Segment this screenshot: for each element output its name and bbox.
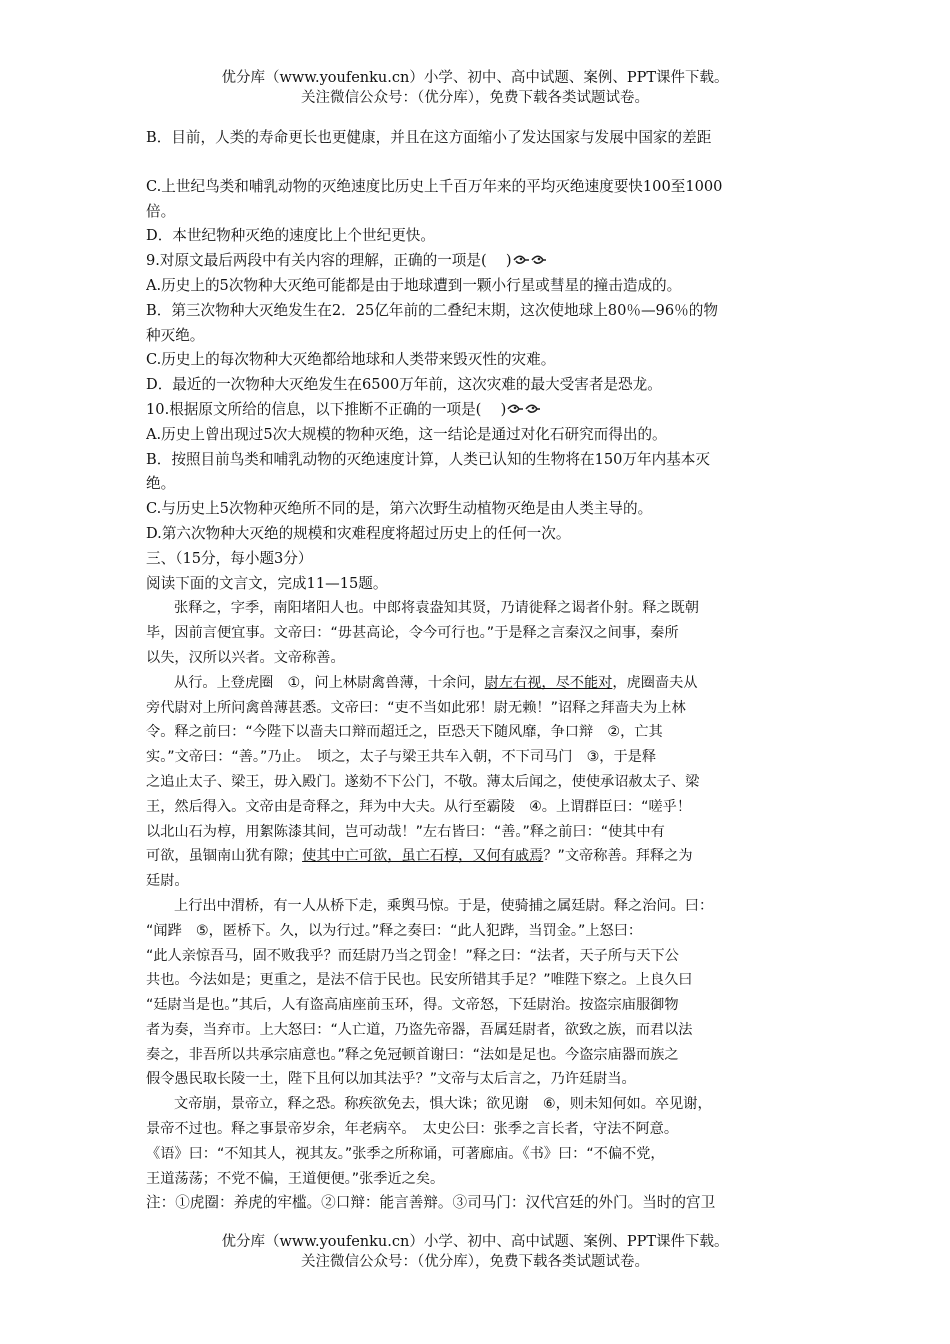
blank-line bbox=[146, 151, 814, 175]
q9-option-b-line-2: 种灭绝。 bbox=[146, 326, 205, 344]
q9-option-b-line-1: B．第三次物种大灭绝发生在2．25亿年前的二叠纪末期，这次使地球上80％—96％的物 bbox=[146, 301, 718, 319]
footer-line-1: 优分库（www.youfenku.cn）小学、初中、高中试题、案例、PPT课件下载。 bbox=[221, 1234, 729, 1250]
decorative-ornament-icon bbox=[506, 403, 542, 415]
q9-option-d: D．最近的一次物种大灭绝发生在6500万年前，这次灾难的最大受害者是恐龙。 bbox=[146, 376, 662, 394]
section-3-instruction: 阅读下面的文言文，完成11—15题。 bbox=[146, 574, 388, 592]
passage-text: ？”文帝称善。拜释之为 bbox=[543, 848, 693, 865]
annotation-notes: 注：①虎圈：养虎的牢槛。②口辩：能言善辩。③司马门：汉代宫廷的外门。当时的宫卫 bbox=[146, 1194, 716, 1212]
passage-line bbox=[146, 844, 814, 869]
footer-line-2: 关注微信公众号：（优分库），免费下载各类试题试卷。 bbox=[301, 1254, 649, 1270]
q10-option-a: A.历史上曾出现过5次大规模的物种灭绝，这一结论是通过对化石研究而得出的。 bbox=[146, 425, 667, 443]
passage-line: 奏之，非吾所以共承宗庙意也。”释之免冠顿首谢曰：“法如是足也。今盗宗庙器而族之 bbox=[146, 1046, 679, 1063]
q8-option-d: D．本世纪物种灭绝的速度比上个世纪更快。 bbox=[146, 227, 435, 245]
passage-line: 上行出中渭桥，有一人从桥下走，乘舆马惊。于是，使骑捕之属廷尉。释之治问。曰： bbox=[174, 897, 714, 914]
underlined-sentence: 尉左右视，尽不能对 bbox=[484, 674, 613, 691]
passage-line bbox=[146, 671, 814, 696]
passage-line: 旁代尉对上所问禽兽薄甚悉。文帝曰：“吏不当如此邪！尉无赖！”诏释之拜啬夫为上林 bbox=[146, 699, 686, 716]
q9-option-a: A.历史上的5次物种大灭绝可能都是由于地球遭到一颗小行星或彗星的撞击造成的。 bbox=[146, 276, 682, 294]
passage-line: 景帝不过也。释之事景帝岁余，年老病卒。 太史公曰：张季之言长者，守法不阿意。 bbox=[146, 1121, 679, 1138]
header-line-2: 关注微信公众号：（优分库），免费下载各类试题试卷。 bbox=[301, 90, 649, 106]
header-line-1: 优分库（www.youfenku.cn）小学、初中、高中试题、案例、PPT课件下载。 bbox=[221, 70, 729, 86]
page-header bbox=[0, 68, 950, 108]
section-3-title: 三、（15分，每小题3分） bbox=[146, 549, 313, 567]
passage-line: “此人亲惊吾马，固不败我乎？而廷尉乃当之罚金！”释之曰：“法者，天子所与天下公 bbox=[146, 947, 679, 964]
passage-line: 实。”文帝曰：“善。”乃止。 顷之，太子与梁王共车入朝，不下司马门 ③，于是释 bbox=[146, 749, 657, 766]
underlined-sentence: 使其中亡可欲，虽亡石椁，又何有戚焉 bbox=[302, 848, 544, 865]
page-footer bbox=[0, 1232, 950, 1272]
passage-line: 之追止太子、梁王，毋入殿门。遂劾不下公门，不敬。薄太后闻之，使使承诏赦太子、梁 bbox=[146, 773, 700, 790]
q10-stem: 10.根据原文所给的信息，以下推断不正确的一项是( ) bbox=[146, 400, 507, 418]
passage-line: 假令愚民取长陵一土，陛下且何以加其法乎？”文帝与太后言之，乃许廷尉当。 bbox=[146, 1071, 636, 1088]
document-body bbox=[146, 126, 814, 1216]
decorative-ornament-icon bbox=[512, 254, 548, 266]
q9-stem: 9.对原文最后两段中有关内容的理解，正确的一项是( ) bbox=[146, 252, 512, 270]
q8-option-b: B．目前，人类的寿命更长也更健康，并且在这方面缩小了发达国家与发展中国家的差距 bbox=[146, 129, 712, 146]
passage-line: 廷尉。 bbox=[146, 873, 189, 890]
passage-line: 《语》曰：“不知其人，视其友。”张季之所称诵，可著廊庙。《书》曰：“不偏不党， bbox=[146, 1145, 665, 1162]
q10-option-b-line-1: B．按照目前鸟类和哺乳动物的灭绝速度计算，人类已认知的生物将在150万年内基本灭 bbox=[146, 450, 710, 468]
passage-text: 从行。上登虎圈 ①，问上林尉禽兽薄，十余问， bbox=[174, 674, 485, 691]
q8-option-c-line-2: 倍。 bbox=[146, 202, 176, 220]
q10-option-c: C.与历史上5次物种灭绝所不同的是，第六次野生动植物灭绝是由人类主导的。 bbox=[146, 500, 653, 518]
passage-line: 令。释之前曰：“今陛下以啬夫口辩而超迁之，臣恐天下随风靡，争口辩 ②，亡其 bbox=[146, 724, 663, 741]
passage-line: 者为奏，当弃市。上大怒曰：“人亡道，乃盗先帝器，吾属廷尉者，欲致之族，而君以法 bbox=[146, 1021, 693, 1038]
q9-option-c: C.历史上的每次物种大灭绝都给地球和人类带来毁灭性的灾难。 bbox=[146, 351, 556, 369]
q10-option-b-line-2: 绝。 bbox=[146, 475, 176, 493]
q10-stem-row bbox=[146, 398, 814, 423]
q8-option-c-line-1: C.上世纪鸟类和哺乳动物的灭绝速度比历史上千百万年来的平均灭绝速度要快100至1000 bbox=[146, 177, 723, 195]
q10-option-d: D.第六次物种大灭绝的规模和灾难程度将超过历史上的任何一次。 bbox=[146, 524, 571, 542]
passage-line: “廷尉当是也。”其后，人有盗高庙座前玉环，得。文帝怒，下廷尉治。按盗宗庙服御物 bbox=[146, 997, 679, 1014]
passage-text: 可欲，虽锢南山犹有隙； bbox=[146, 848, 303, 865]
passage-line: 文帝崩，景帝立，释之恐。称疾欲免去，惧大诛；欲见谢 ⑥，则未知何如。卒见谢， bbox=[174, 1096, 712, 1113]
passage-line: 共也。今法如是；更重之，是法不信于民也。民安所错其手足？”唯陛下察之。上良久曰 bbox=[146, 972, 693, 989]
q9-stem-row bbox=[146, 249, 814, 274]
passage-line: 以北山石为椁，用絮陈漆其间，岂可动哉！”左右皆曰：“善。”释之前曰：“使其中有 bbox=[146, 823, 665, 840]
passage-text: ，虎圈啬夫从 bbox=[612, 674, 698, 691]
passage-line: 王，然后得入。文帝由是奇释之，拜为中大夫。从行至霸陵 ④。上谓群臣曰：“嗟乎！ bbox=[146, 798, 692, 815]
passage-line: 毕，因前言便宜事。文帝曰：“毋甚高论，令今可行也。”于是释之言秦汉之间事，秦所 bbox=[146, 625, 679, 642]
passage-line: 张释之，字季，南阳堵阳人也。中郎将袁盎知其贤，乃请徙释之谒者仆射。释之既朝 bbox=[174, 600, 699, 617]
passage-line: “闻跸 ⑤，匿桥下。久，以为行过。”释之奏曰：“此人犯跸，当罚金。”上怒曰： bbox=[146, 922, 643, 939]
passage-line: 以失，汉所以兴者。文帝称善。 bbox=[146, 649, 345, 666]
passage-line: 王道荡荡；不党不偏，王道便便。”张季近之矣。 bbox=[146, 1170, 445, 1187]
